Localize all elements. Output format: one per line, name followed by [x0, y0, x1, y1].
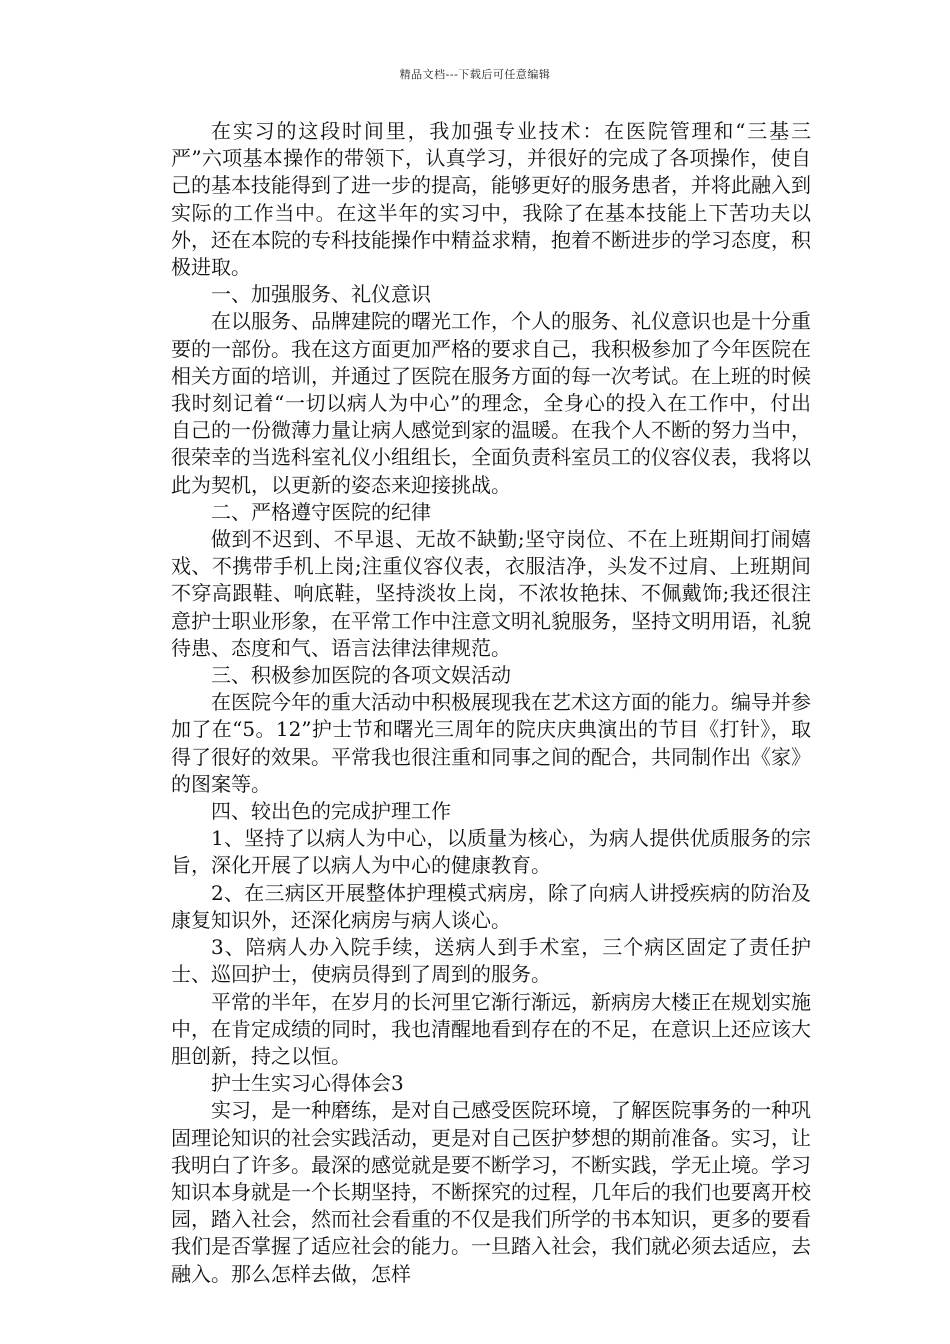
section-heading-activities: 三、积极参加医院的各项文娱活动 — [211, 663, 511, 688]
list-item-nursing-1: 1、坚持了以病人为中心，以质量为核心，为病人提供优质服务的宗旨，深化开展了以病人为中心的健康教育。 — [171, 826, 811, 878]
paragraph-activities: 在医院今年的重大活动中积极展现我在艺术这方面的能力。编导并参加了在“5。12”护士节和曙光三周年的院庆庆典演出的节目《打针》，取得了很好的效果。平常我也很注重和同事之间的配合，共同制作出《家》的图案等。 — [171, 690, 811, 796]
list-item-nursing-3: 3、陪病人办入院手续，送病人到手术室，三个病区固定了责任护士、巡回护士，使病员得到了周到的服务。 — [171, 935, 811, 987]
paragraph-summary: 平常的半年，在岁月的长河里它渐行渐远，新病房大楼正在规划实施中，在肯定成绩的同时，我也清醒地看到存在的不足，在意识上还应该大胆创新，持之以恒。 — [171, 989, 811, 1068]
paragraph-article-3: 实习，是一种磨练，是对自己感受医院环境，了解医院事务的一种巩固理论知识的社会实践活动，更是对自己医护梦想的期前准备。实习，让我明白了许多。最深的感觉就是要不断学习，不断实践，学无止境。学习知识本身就是一个长期坚持，不断探究的过程，几年后的我们也要离开校园，踏入社会，然而社会看重的不仅是我们所学的书本知识，更多的要看我们是否掌握了适应社会的能力。一旦踏入社会，我们就必须去适应，去融入。那么怎样去做，怎样 — [171, 1098, 811, 1286]
paragraph-discipline: 做到不迟到、不早退、无故不缺勤;坚守岗位、不在上班期间打闹嬉戏、不携带手机上岗;注重仪容仪表，衣服洁净，头发不过肩、上班期间不穿高跟鞋、响底鞋，坚持淡妆上岗，不浓妆艳抹、不佩戴饰;我还很注意护士职业形象，在平常工作中注意文明礼貌服务，坚持文明用语，礼貌待患、态度和气、语言法律法律规范。 — [171, 527, 811, 660]
paragraph-intro: 在实习的这段时间里，我加强专业技术：在医院管理和“三基三严”六项基本操作的带领下，认真学习，并很好的完成了各项操作，使自己的基本技能得到了进一步的提高，能够更好的服务患者，并将此融入到实际的工作当中。在这半年的实习中，我除了在基本技能上下苦功夫以外，还在本院的专科技能操作中精益求精，抱着不断进步的学习态度，积极进取。 — [171, 119, 811, 280]
article-title-3: 护士生实习心得体会3 — [211, 1071, 404, 1096]
section-heading-nursing: 四、较出色的完成护理工作 — [211, 799, 451, 824]
paragraph-service: 在以服务、品牌建院的曙光工作，个人的服务、礼仪意识也是十分重要的一部份。我在这方面更加严格的要求自己，我积极参加了今年医院在相关方面的培训，并通过了医院在服务方面的每一次考试。在上班的时候我时刻记着“一切以病人为中心”的理念，全身心的投入在工作中，付出自己的一份微薄力量让病人感觉到家的温暖。在我个人不断的努力当中，很荣幸的当选科室礼仪小组组长，全面负责科室员工的仪容仪表，我将以此为契机，以更新的姿态来迎接挑战。 — [171, 309, 811, 497]
list-item-nursing-2: 2、在三病区开展整体护理模式病房，除了向病人讲授疾病的防治及康复知识外，还深化病房与病人谈心。 — [171, 880, 811, 932]
section-heading-discipline: 二、严格遵守医院的纪律 — [211, 499, 431, 524]
document-body — [171, 118, 811, 1288]
page-header: 精品文档---下载后可任意编辑 — [399, 68, 551, 81]
section-heading-service: 一、加强服务、礼仪意识 — [211, 282, 431, 307]
